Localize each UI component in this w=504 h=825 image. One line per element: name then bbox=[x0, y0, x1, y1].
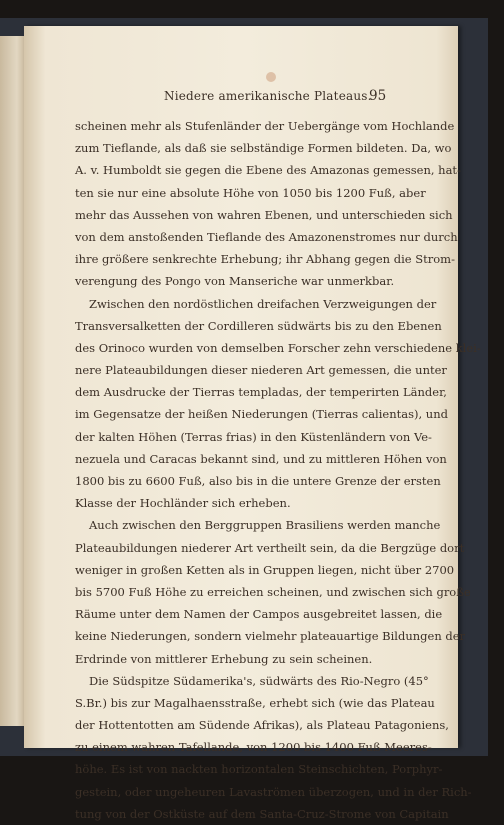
text-line: scheinen mehr als Stufenländer der Uebergänge vom Hochlande bbox=[75, 119, 455, 133]
text-line: im Gegensatze der heißen Niederungen (Tierras calientas), und bbox=[75, 407, 448, 422]
text-line: gestein, oder ungeheuren Lavaströmen überzogen, und in der Rich- bbox=[75, 784, 472, 799]
text-line: Erdrinde von mittlerer Erhebung zu sein scheinen. bbox=[75, 651, 373, 666]
text-line: Plateaubildungen niederer Art vertheilt sein, da die Bergzüge dort bbox=[75, 540, 465, 555]
text-line: des Orinoco wurden von demselben Forscher zehn verschiedene klei- bbox=[75, 340, 481, 355]
text-line: Räume unter dem Namen der Campos ausgebreitet lassen, die bbox=[75, 607, 443, 622]
text-line: nezuela und Caracas bekannt sind, und zu mittleren Höhen von bbox=[75, 451, 447, 466]
text-line: von dem anstoßenden Tieflande des Amazonenstromes nur durch bbox=[75, 229, 458, 244]
text-line: nere Plateaubildungen dieser niederen Art gemessen, die unter bbox=[75, 363, 447, 378]
paper-stain bbox=[266, 72, 276, 82]
text-line: weniger in großen Ketten als in Gruppen liegen, nicht über 2700 bbox=[75, 562, 455, 577]
text-line: Transversalketten der Cordilleren südwärts bis zu den Ebenen bbox=[75, 318, 442, 333]
text-line: verengung des Pongo von Manseriche war unmerkbar. bbox=[75, 274, 395, 289]
text-line: Auch zwischen den Berggruppen Brasiliens werden manche bbox=[89, 518, 441, 533]
text-line: bis 5700 Fuß Höhe zu erreichen scheinen, und zwischen sich große bbox=[75, 584, 471, 599]
previous-page-edge bbox=[0, 36, 24, 726]
text-line: Zwischen den nordöstlichen dreifachen Verzweigungen der bbox=[89, 296, 437, 311]
text-line: tung von der Ostküste auf dem Santa-Cruz-Strome von Capitain bbox=[75, 806, 449, 821]
text-line: keine Niederungen, sondern vielmehr plateauartige Bildungen der bbox=[75, 629, 466, 644]
text-line: ihre größere senkrechte Erhebung; ihr Abhang gegen die Strom- bbox=[75, 252, 455, 267]
text-line: dem Ausdrucke der Tierras templadas, der temperirten Länder, bbox=[75, 385, 447, 400]
text-line: mehr das Aussehen von wahren Ebenen, und unterschieden sich bbox=[75, 207, 453, 222]
text-line: A. v. Humboldt sie gegen die Ebene des Amazonas gemessen, hat- bbox=[75, 163, 461, 178]
text-line: zu einem wahren Tafellande, von 1200 bis 1400 Fuß Meeres- bbox=[75, 740, 432, 755]
text-line: der kalten Höhen (Terras frias) in den Küstenländern von Ve- bbox=[75, 429, 432, 444]
text-line: höhe. Es ist von nackten horizontalen Steinschichten, Porphyr- bbox=[75, 762, 443, 777]
text-line: zum Tieflande, als daß sie selbständige Formen bildeten. Da, wo bbox=[75, 141, 452, 156]
text-line: S.Br.) bis zur Magalhaensstraße, erhebt sich (wie das Plateau bbox=[75, 695, 435, 710]
text-line: Die Südspitze Südamerika's, südwärts des Rio-Negro (45° bbox=[89, 673, 429, 688]
text-line: der Hottentotten am Südende Afrikas), als Plateau Patagoniens, bbox=[75, 718, 449, 733]
text-line: 1800 bis zu 6600 Fuß, also bis in die untere Grenze der ersten bbox=[75, 474, 441, 488]
text-line: ten sie nur eine absolute Höhe von 1050 bis 1200 Fuß, aber bbox=[75, 185, 426, 200]
body-text bbox=[75, 115, 481, 825]
text-line: Klasse der Hochländer sich erheben. bbox=[75, 496, 291, 511]
running-title: Niedere amerikanische Plateaus. bbox=[164, 89, 372, 103]
page-number: 95 bbox=[369, 88, 387, 104]
